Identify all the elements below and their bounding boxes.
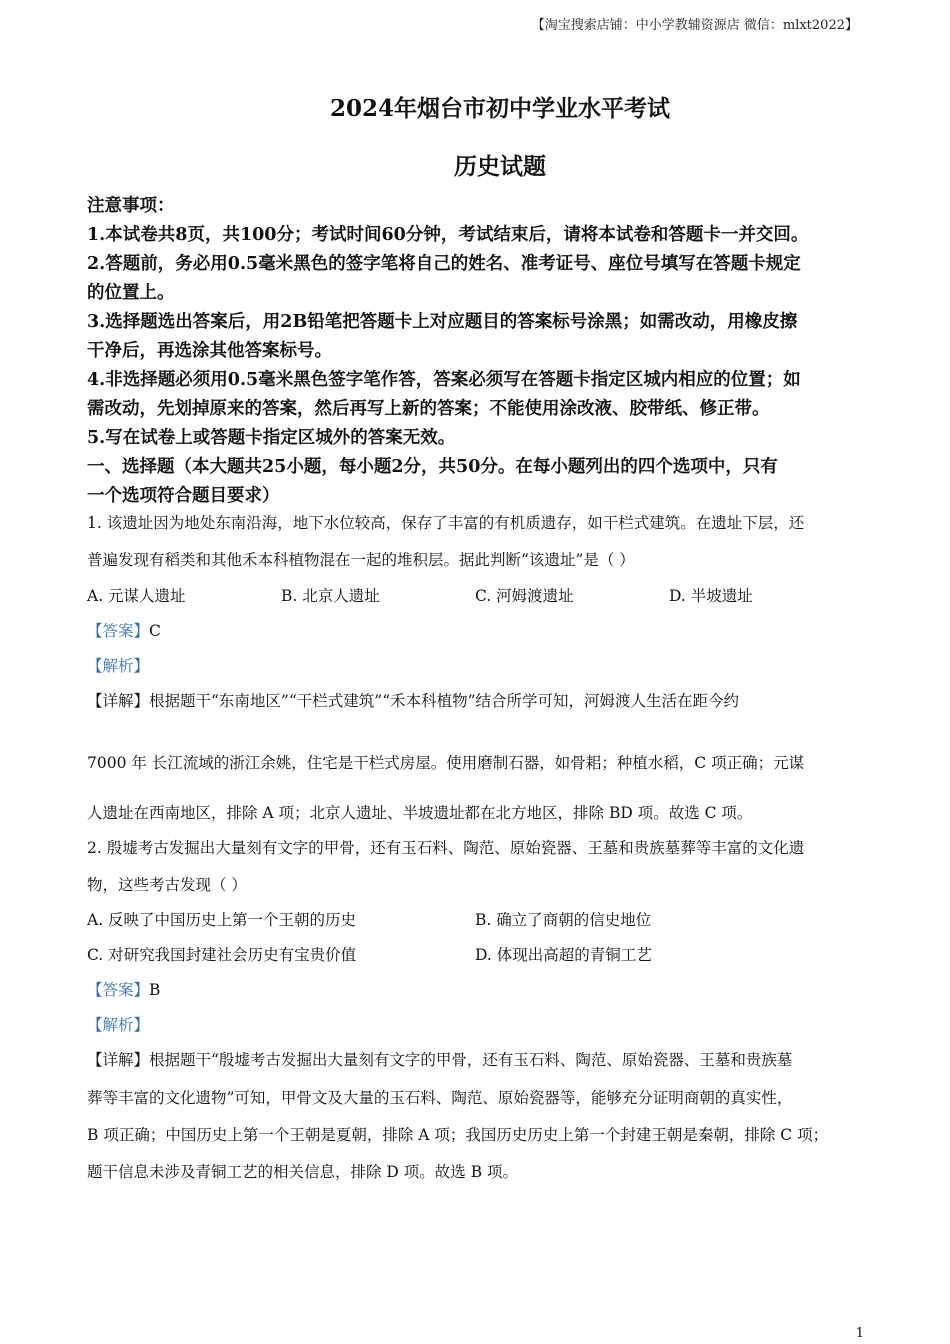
notice-line: 5.写在试卷上或答题卡指定区城外的答案无效。 <box>87 428 456 448</box>
q2-stem: 物，这些考古发现（ ） <box>87 876 247 894</box>
q1-option-b: B. 北京人遗址 <box>281 587 380 605</box>
q2-detail: B 项正确；中国历史上第一个王朝是夏朝，排除 A 项；我国历史历史上第一个封建王朝是秦朝，排除 C 项； <box>87 1126 829 1144</box>
q2-stem: 2. 殷墟考古发掘出大量刻有文字的甲骨，还有玉石料、陶范、原始瓷器、王墓和贵族墓葬等丰富的文化遗 <box>87 839 805 857</box>
q2-answer <box>87 978 160 1000</box>
q2-detail: 葬等丰富的文化遗物”可知，甲骨文及大量的玉石料、陶范、原始瓷器等，能够充分证明商朝的真实性， <box>87 1089 793 1107</box>
notice-heading: 注意事项： <box>87 196 175 216</box>
q1-option-d: D. 半坡遗址 <box>669 587 753 605</box>
answer-tag: 【答案】 <box>87 622 150 640</box>
exam-title: 2024年烟台市初中学业水平考试 <box>329 95 670 122</box>
notice-line: 1.本试卷共8页，共100分；考试时间60分钟，考试结束后，请将本试卷和答题卡一并交回。 <box>87 225 809 245</box>
q2-analysis-tag: 【解析】 <box>87 1016 150 1034</box>
notice-line: 干净后，再选涂其他答案标号。 <box>87 341 332 361</box>
notice-line: 3.选择题选出答案后，用2B铅笔把答题卡上对应题目的答案标号涂黑；如需改动，用橡皮擦 <box>87 312 798 332</box>
q2-option-a: A. 反映了中国历史上第一个王朝的历史 <box>87 911 357 929</box>
q2-option-c: C. 对研究我国封建社会历史有宝贵价值 <box>87 946 357 964</box>
page-header: 【淘宝搜索店铺：中小学教辅资源店 微信：mlxt2022】 <box>531 18 858 33</box>
q1-stem: 1. 该遗址因为地处东南沿海，地下水位较高，保存了丰富的有机质遗存，如干栏式建筑。在遗址下层，还 <box>87 514 805 532</box>
notice-line: 4.非选择题必须用0.5毫米黑色签字笔作答，答案必须写在答题卡指定区城内相应的位置；如 <box>87 370 801 390</box>
q1-detail: 人遗址在西南地区，排除 A 项；北京人遗址、半坡遗址都在北方地区，排除 BD 项。故选 C 项。 <box>87 804 753 822</box>
q1-detail: 【详解】根据题干“东南地区”“干栏式建筑”“禾本科植物”结合所学可知，河姆渡人生活在距今约 <box>87 692 740 710</box>
q1-analysis-tag: 【解析】 <box>87 657 150 675</box>
q1-option-a: A. 元谋人遗址 <box>87 587 186 605</box>
answer-value: B <box>149 981 161 999</box>
q2-detail: 题干信息未涉及青铜工艺的相关信息，排除 D 项。故选 B 项。 <box>87 1163 519 1181</box>
notice-line: 需改动，先划掉原来的答案，然后再写上新的答案；不能使用涂改液、胶带纸、修正带。 <box>87 399 770 419</box>
notice-line: 2.答题前，务必用0.5毫米黑色的签字笔将自己的姓名、准考证号、座位号填写在答题卡规定 <box>87 254 801 274</box>
section-heading: 一个选项符合题目要求） <box>87 486 280 506</box>
exam-subtitle: 历史试题 <box>454 153 546 180</box>
answer-value: C <box>149 622 161 640</box>
q2-option-d: D. 体现出高超的青铜工艺 <box>475 946 652 964</box>
q2-option-b: B. 确立了商朝的信史地位 <box>475 911 652 929</box>
q1-stem: 普遍发现有稻类和其他禾本科植物混在一起的堆积层。据此判断“该遗址”是（ ） <box>87 551 635 569</box>
notice-line: 的位置上。 <box>87 283 175 303</box>
answer-tag: 【答案】 <box>87 981 150 999</box>
q1-answer <box>87 619 161 641</box>
section-heading: 一、选择题（本大题共25小题，每小题2分，共50分。在每小题列出的四个选项中，只有 <box>87 457 778 477</box>
q1-detail: 7000 年 长江流域的浙江余姚，住宅是干栏式房屋。使用磨制石器，如骨耜；种植水稻，C 项正确；元谋 <box>87 754 805 772</box>
q2-detail: 【详解】根据题干“殷墟考古发掘出大量刻有文字的甲骨，还有玉石料、陶范、原始瓷器、王墓和贵族墓 <box>87 1051 793 1069</box>
q1-option-c: C. 河姆渡遗址 <box>475 587 574 605</box>
page-number: 1 <box>855 1326 864 1341</box>
